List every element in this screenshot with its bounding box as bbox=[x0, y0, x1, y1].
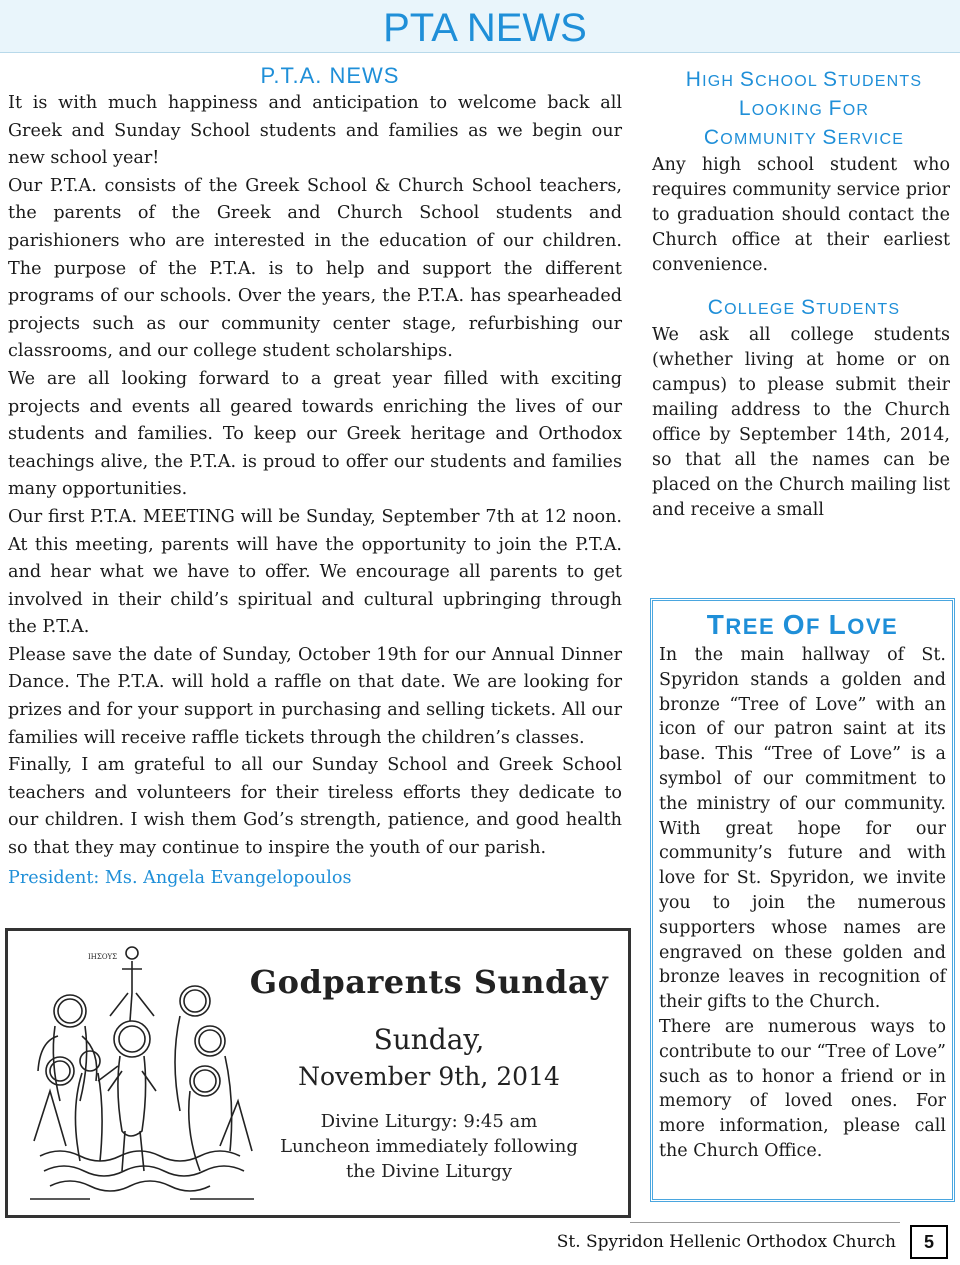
college-heading bbox=[658, 294, 950, 323]
godparents-date: November 9th, 2014 bbox=[298, 1062, 560, 1091]
right-column bbox=[652, 66, 950, 523]
pta-paragraph: We are all looking forward to a great year filled with exciting projects and events all geared towards enriching the lives of our students and families. To keep our Greek heritage and Orthodox teachings alive, the P.T.A. is proud to offer our students and families many opportunities. bbox=[8, 368, 622, 500]
heading-text: LOOKING FOR bbox=[738, 97, 870, 120]
footer bbox=[557, 1225, 948, 1259]
godparents-detail: Divine Liturgy: 9:45 am bbox=[320, 1111, 538, 1132]
godparents-detail: the Divine Liturgy bbox=[345, 1161, 513, 1182]
pta-heading: P.T.A. NEWS bbox=[260, 63, 400, 88]
godparents-text bbox=[244, 963, 614, 1184]
godparents-title: Godparents Sunday bbox=[249, 963, 609, 1001]
tree-of-love-box bbox=[650, 598, 955, 1202]
heading-line bbox=[658, 124, 950, 153]
high-school-heading bbox=[658, 66, 950, 153]
tree-of-love-paragraph: In the main hallway of St. Spyridon stands a golden and bronze “Tree of Love” with an icon of our patron saint at its base. This “Tree of Love” is a symbol of our commitment to the ministry of our community. With great hope for our community’s future and with love for St. Spyridon, we invite you to join the numerous supporters whose names are engraved on these golden and bronze leaves in recognition of their gifts to the Church. bbox=[659, 645, 946, 1013]
godparents-detail: Luncheon immediately following bbox=[280, 1136, 578, 1157]
heading-text: COMMUNITY SERVICE bbox=[703, 126, 905, 149]
heading-line bbox=[658, 66, 950, 95]
heading-line bbox=[658, 95, 950, 124]
pta-paragraph: Our first P.T.A. MEETING will be Sunday, September 7th at 12 noon. At this meeting, parents will have the opportunity to join the P.T.A. and hear what we have to offer. We encourage all parents to get involved in their child’s spiritual and cultural upbringing through the P.T.A. bbox=[8, 506, 622, 638]
pta-article bbox=[8, 62, 622, 892]
banner-title: PTA NEWS bbox=[383, 6, 587, 50]
high-school-body: Any high school student who requires community service prior to graduation should contact the Church office at their earliest convenience. bbox=[652, 155, 950, 275]
college-body: We ask all college students (whether living at home or on campus) to please submit their mailing address to the Church office by September 14th, 2014, so that all the names can be placed on the Church mailing list and receive a small bbox=[652, 325, 950, 520]
heading-text: COLLEGE STUDENTS bbox=[707, 296, 901, 319]
godparents-date-day: Sunday, bbox=[373, 1023, 485, 1056]
footer-church-name: St. Spyridon Hellenic Orthodox Church bbox=[556, 1232, 896, 1252]
pta-paragraph: Our P.T.A. consists of the Greek School & Church School teachers, the parents of the Greek and Church School students and parishioners who are interested in the education of our children. The purpose of the P.T.A. is to help and support the different programs of our schools. Over the years, the P.T.A. has spearheaded projects such as our community center stage, refurbishing our classrooms, and our college student scholarships. bbox=[8, 175, 622, 362]
heading-text: TREE OF LOVE bbox=[706, 609, 899, 640]
heading-text: HIGH SCHOOL STUDENTS bbox=[685, 68, 923, 91]
godparents-box bbox=[5, 928, 631, 1218]
tree-of-love-paragraph: There are numerous ways to contribute to our “Tree of Love” such as to honor a friend or in memory of loved ones. For more information, please call the Church Office. bbox=[659, 1016, 946, 1161]
icon-caption: ΙΗΣΟΥΣ bbox=[88, 953, 118, 961]
page-number: 5 bbox=[910, 1225, 948, 1259]
tree-of-love-content bbox=[659, 609, 946, 1164]
pta-paragraph: It is with much happiness and anticipation to welcome back all Greek and Sunday School students and families as we begin our new school year! bbox=[8, 93, 622, 169]
pta-president: President: Ms. Angela Evangelopoulos bbox=[8, 867, 352, 888]
banner-rule bbox=[0, 52, 960, 53]
footer-rule bbox=[630, 1222, 900, 1223]
page-banner bbox=[0, 0, 960, 52]
pta-paragraph: Finally, I am grateful to all our Sunday School and Greek School teachers and volunteers for their tireless efforts they dedicate to our children. I wish them God’s strength, patience, and good health so that they may continue to inspire the youth of our parish. bbox=[8, 755, 622, 859]
tree-of-love-heading bbox=[659, 609, 946, 643]
baptism-icon bbox=[30, 941, 254, 1203]
pta-paragraph: Please save the date of Sunday, October 19th for our Annual Dinner Dance. The P.T.A. will hold a raffle on that date. We are looking for prizes and for your support in purchasing and selling tickets. All our families will receive raffle tickets through the children’s classes. bbox=[8, 644, 622, 748]
